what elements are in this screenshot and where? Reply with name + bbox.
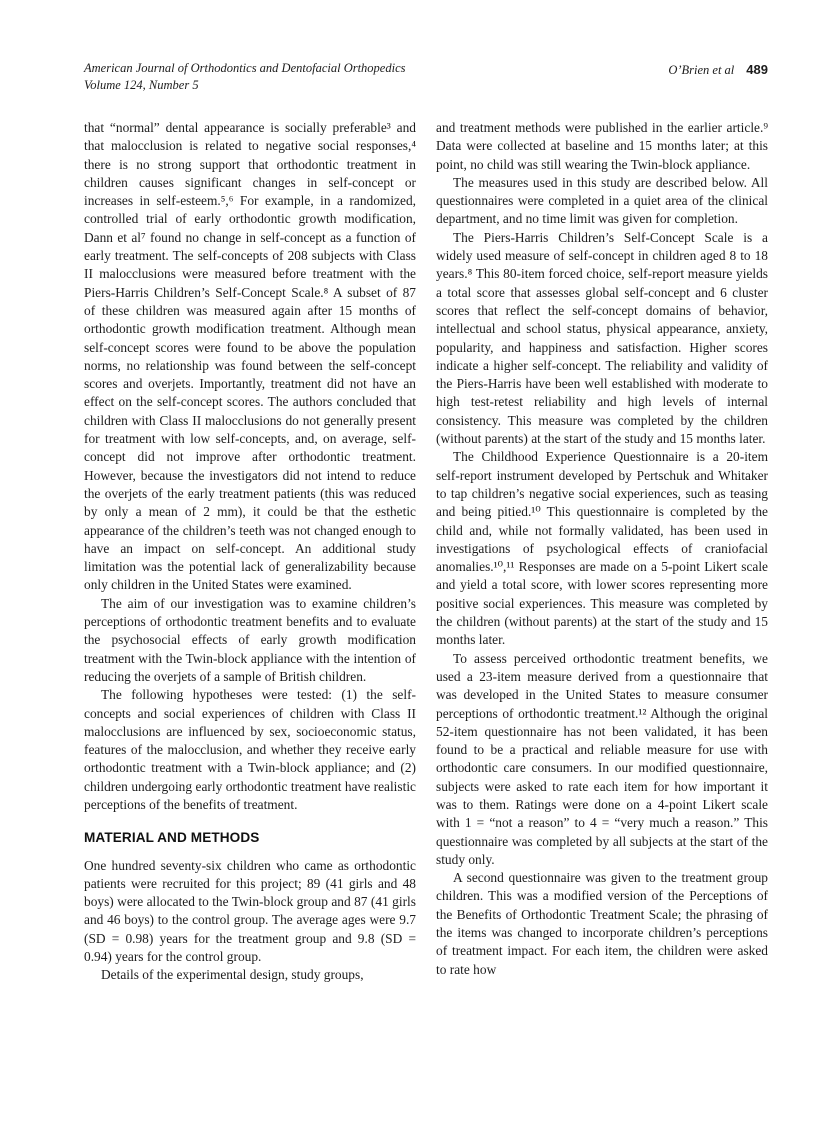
running-head [84, 60, 768, 94]
journal-issue: Volume 124, Number 5 [84, 78, 199, 92]
journal-title: American Journal of Orthodontics and Dentofacial Orthopedics [84, 61, 406, 75]
paragraph-piers-harris-scale: The Piers-Harris Children’s Self-Concept Scale is a widely used measure of self-concept in children aged 8 to 18 years.⁸ This 80-item forced choice, self-report measure yields a total score that assesses global self-concept and 6 cluster scores that reflect the self-concept domains of behavior, intellectual and school status, physical appearance, anxiety, popularity, and happiness and satisfaction. Higher scores indicate a higher self-concept. The reliability and validity of the Piers-Harris have been well established with moderate to high test-retest reliability and high levels of internal consistency. This measure was completed by the children (without parents) at the start of the study and 15 months later. [436, 229, 768, 447]
journal-identification [84, 60, 406, 94]
running-authors: O’Brien et al [668, 63, 735, 77]
author-page-ref [668, 60, 768, 79]
paragraph-sample-description: One hundred seventy-six children who came as orthodontic patients were recruited for this project; 89 (41 girls and 48 boys) were allocated to the Twin-block group and 87 (41 girls and 46 boys) to the control group. The average ages were 9.7 (SD = 0.98) years for the treatment group and 9.8 (SD = 0.94) years for the control group. [84, 857, 416, 965]
paragraph-measures-overview: The measures used in this study are described below. All questionnaires were completed in a quiet area of the clinical department, and no time limit was given for completion. [436, 174, 768, 227]
paragraph-treatment-benefits-measure: To assess perceived orthodontic treatment benefits, we used a 23-item measure derived from a questionnaire that was developed in the United States to measure consumer perceptions of orthodontic treatment.¹² Although the original 52-item questionnaire has not been validated, it has been found to be a practical and reliable measure for use with orthodontic care consumers. In our modified questionnaire, subjects were asked to rate each item for how important it was to them. Ratings were done on a 4-point Likert scale with 1 = “not a reason” to 4 = “very much a reason.” This questionnaire was completed by all subjects at the start of the study only. [436, 650, 768, 867]
paragraph-intro-continuation: that “normal” dental appearance is socially preferable³ and that malocclusion is related to negative social responses,⁴ there is no strong support that orthodontic treatment in children causes significant changes in self-concept or increases in self-esteem.⁵,⁶ For example, in a randomized, controlled trial of early orthodontic growth modification, Dann et al⁷ found no change in self-concept as a function of early treatment. The self-concepts of 208 subjects with Class II malocclusions were measured before treatment with the Piers-Harris Children’s Self-Concept Scale.⁸ A subset of 87 of these children was measured again after 15 months of orthodontic growth modification treatment. Although mean self-concept scores were found to be above the population norms, no relationship was found between the self-concept scores and overjets. Importantly, treatment did not have an effect on the self-concept scores. The authors concluded that children with Class II malocclusions do not generally present for treatment with low self-concepts, and, on average, self-concept did not improve after orthodontic treatment. However, because the investigators did not intend to reduce the overjets of the early treatment patients (this was reduced by only a mean of 2 mm), it could be that the esthetic appearance of the children’s teeth was not changed enough to have an impact on self-concept. An additional study limitation was the potential lack of generalizability because only children in the United States were examined. [84, 120, 416, 593]
paragraph-second-questionnaire: A second questionnaire was given to the treatment group children. This was a modified version of the Perceptions of the Benefits of Orthodontic Treatment Scale; the phrasing of the items was changed to incorporate children’s perceptions of treatment impact. For each item, the children were asked to rate how [436, 870, 768, 977]
article-body [84, 119, 768, 985]
page-number: 489 [746, 62, 768, 77]
section-heading-material-and-methods: MATERIAL AND METHODS [84, 830, 260, 846]
paragraph-design-details: Details of the experimental design, study groups, [101, 967, 364, 983]
paragraph-design-continuation: and treatment methods were published in the earlier article.⁹ Data were collected at baseline and 15 months later; at this point, no child was still wearing the Twin-block appliance. [436, 120, 768, 172]
left-column [84, 119, 416, 985]
paragraph-childhood-experience-questionnaire: The Childhood Experience Questionnaire is a 20-item self-report instrument developed by Pertschuk and Whitaker to tap children’s negative social experiences, such as teasing and being pitied.¹⁰ This questionnaire is completed by the child and, while not formally validated, has been used in investigations of psychological effects of craniofacial anomalies.¹⁰,¹¹ Responses are made on a 5-point Likert scale and yield a total score, with lower scores representing more positive social experiences. This measure was completed by the children (without parents) at the start of the study and 15 months later. [436, 449, 768, 648]
right-column [436, 119, 768, 985]
paragraph-hypotheses: The following hypotheses were tested: (1) the self-concepts and social experiences of children with Class II malocclusions are influenced by sex, socioeconomic status, features of the malocclusion, and whether they receive early orthodontic treatment with a Twin-block appliance; and (2) children undergoing early orthodontic treatment have realistic perceptions of the benefits of treatment. [84, 687, 416, 812]
paragraph-study-aim: The aim of our investigation was to examine children’s perceptions of orthodontic treatment benefits and to evaluate the psychosocial effects of early growth modification treatment with the Twin-block appliance with the intention of reducing the overjets of a sample of British children. [84, 595, 416, 684]
